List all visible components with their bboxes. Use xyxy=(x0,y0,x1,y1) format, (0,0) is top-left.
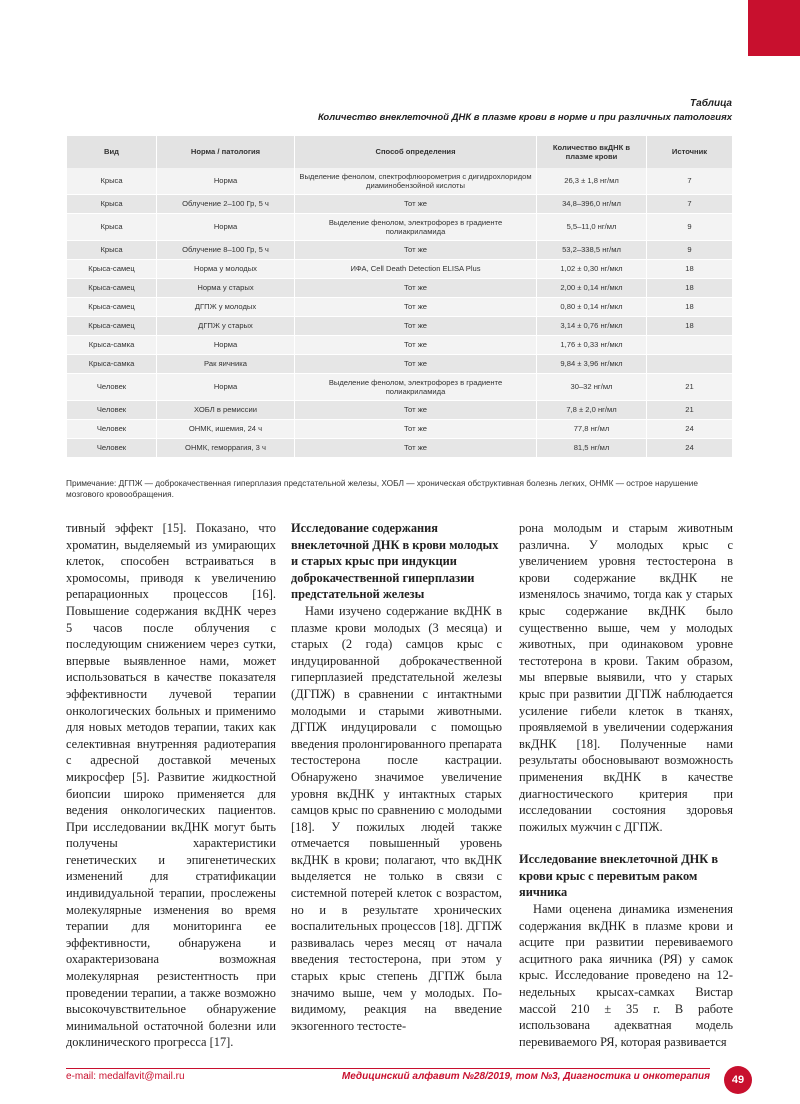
table-cell: Тот же xyxy=(294,420,536,439)
table-cell: Человек xyxy=(66,374,156,401)
table-cell: ХОБЛ в ремиссии xyxy=(156,401,294,420)
table-row xyxy=(66,260,732,279)
table-cell: Тот же xyxy=(294,336,536,355)
table-cell: 7 xyxy=(646,195,732,214)
table-cell: Норма xyxy=(156,336,294,355)
table-cell: Тот же xyxy=(294,195,536,214)
table-row xyxy=(66,298,732,317)
table-note: Примечание: ДГПЖ — доброкачественная гиперплазия предстательной железы, ХОБЛ — хроническая обструктивная болезнь легких, ОНМК — острое нарушение мозгового кровообращения. xyxy=(66,478,698,499)
table-cell: 9,84 ± 3,96 нг/мкл xyxy=(536,355,646,374)
table-cell: Выделение фенолом, электрофорез в градиенте полиакриламида xyxy=(294,214,536,241)
table-row xyxy=(66,336,732,355)
table-cell: Тот же xyxy=(294,317,536,336)
table-cell: 9 xyxy=(646,214,732,241)
table-row xyxy=(66,439,732,458)
table-cell: 5,5–11,0 нг/мл xyxy=(536,214,646,241)
footer-journal-title: Медицинский алфавит №28/2019, том №3, Диагностика и онкотерапия xyxy=(341,1071,710,1082)
text-column-1 xyxy=(66,520,276,1051)
table-cell: 2,00 ± 0,14 нг/мкл xyxy=(536,279,646,298)
table-cell: 30–32 нг/мл xyxy=(536,374,646,401)
table-cell: 18 xyxy=(646,260,732,279)
table-row xyxy=(66,214,732,241)
table-cell: Человек xyxy=(66,420,156,439)
table-cell: 7 xyxy=(646,168,732,195)
table-cell: Крыса-самец xyxy=(66,298,156,317)
table-cell: 1,76 ± 0,33 нг/мкл xyxy=(536,336,646,355)
column-header: Способ определения xyxy=(294,136,536,168)
table-row xyxy=(66,374,732,401)
table-row xyxy=(66,420,732,439)
table-row xyxy=(66,279,732,298)
table-cell: 0,80 ± 0,14 нг/мкл xyxy=(536,298,646,317)
table-row xyxy=(66,355,732,374)
footer-divider xyxy=(66,1068,710,1069)
text-column-2 xyxy=(291,520,502,1034)
section-heading: Исследование внеклеточной ДНК в крови крыс с перевитым раком яичника xyxy=(519,852,719,900)
page-number: 49 xyxy=(724,1066,752,1094)
table-row xyxy=(66,317,732,336)
table-cell: Облучение 8–100 Гр, 5 ч xyxy=(156,241,294,260)
table-cell: 7,8 ± 2,0 нг/мл xyxy=(536,401,646,420)
table-row xyxy=(66,195,732,214)
table-cell: 24 xyxy=(646,439,732,458)
table-cell: ДГПЖ у молодых xyxy=(156,298,294,317)
paragraph: рона молодым и старым животным различна. У молодых крыс с увеличением уровня тестостерона в крови содержание вкДНК не изменялось значимо, тогда как у старых крыс содержание вкДНК было существенно выше, чем у молодых животных, при одинаковом уровне тестотерона в крови. Таким образом, мы впервые выявили, что у старых крыс при развитии ДГПЖ наблюдается усиление гибели клеток в тканях, проявляемой в увеличении содержания вкДНК [18]. Полученные нами результаты обосновывают возможность применения вкДНК в качестве диагностического критерия при исследовании состояния здоровья пожилых мужчин с ДГПЖ. xyxy=(519,521,733,834)
table-cell: 9 xyxy=(646,241,732,260)
table-cell: 18 xyxy=(646,317,732,336)
table-cell: Крыса xyxy=(66,214,156,241)
table-cell: Тот же xyxy=(294,355,536,374)
table-cell: ОНМК, ишемия, 24 ч xyxy=(156,420,294,439)
table-cell: Тот же xyxy=(294,241,536,260)
table-cell: 81,5 нг/мл xyxy=(536,439,646,458)
table-cell: 24 xyxy=(646,420,732,439)
table-cell: 1,02 ± 0,30 нг/мкл xyxy=(536,260,646,279)
table-cell: Норма xyxy=(156,214,294,241)
table-cell: Тот же xyxy=(294,298,536,317)
table-cell xyxy=(646,336,732,355)
table-header-row xyxy=(66,136,732,168)
table-cell: ДГПЖ у старых xyxy=(156,317,294,336)
table-cell: 26,3 ± 1,8 нг/мл xyxy=(536,168,646,195)
data-table xyxy=(66,136,732,458)
text-column-3 xyxy=(519,520,733,1050)
table-cell: Выделение фенолом, спектрофлюорометрия с дигидрохлоридом диаминобензойной кислоты xyxy=(294,168,536,195)
table-cell: 3,14 ± 0,76 нг/мкл xyxy=(536,317,646,336)
table-cell: Выделение фенолом, электрофорез в градиенте полиакриламида xyxy=(294,374,536,401)
table-row xyxy=(66,241,732,260)
corner-accent-bar xyxy=(748,0,800,56)
table-cell: Норма у молодых xyxy=(156,260,294,279)
table-cell: 21 xyxy=(646,401,732,420)
section-heading: Исследование содержания внеклеточной ДНК в крови молодых и старых крыс при индукции доброкачественной гиперплазии предстательной железы xyxy=(291,521,499,602)
table-cell: Тот же xyxy=(294,439,536,458)
table-cell xyxy=(646,355,732,374)
table-cell: Крыса-самка xyxy=(66,355,156,374)
paragraph: тивный эффект [15]. Показано, что хроматин, выделяемый из умирающих клеток, способен встраиваться в хромосомы, приводя к увеличению репарационных процессов [16]. Повышение содержания вкДНК через 5 часов после облучения с последующим снижением через сутки, впервые выявленное нами, может использоваться в качестве показателя эффективности лучевой терапии онкологических больных и применимо для новых методов терапии, таких как селективная внутренняя радиотерапия с адресной доставкой меченых микросфер [5]. Развитие жидкостной биопсии широко применяется для ведения онкологических пациентов. При исследовании вкДНК могут быть получены характеристики генетических и эпигенетических изменений для стратификации индивидуальной терапии, прослежены молекулярные изменения во время терапии для мониторинга ее эффективности, обнаружена и охарактеризована возможная молекулярная резистентность при проведении терапии, а также возможно высокочувствительное обнаружение минимальной остаточной болезни или доклинического прогресса [17]. xyxy=(66,521,276,1050)
table-cell: Человек xyxy=(66,439,156,458)
table-row xyxy=(66,168,732,195)
table-cell: Облучение 2–100 Гр, 5 ч xyxy=(156,195,294,214)
paragraph: Нами оценена динамика изменения содержания вкДНК в плазме крови и асците при развитии перевиваемого асцитного рака яичника (РЯ) у самок крыс. Исследование проведено на 12-недельных крысах-самках Вистар массой 210 ± 35 г. В работе использована адекватная модель перевиваемого РЯ, которая развивается xyxy=(519,902,733,1049)
table-cell: Крыса-самка xyxy=(66,336,156,355)
table-cell: 34,8–396,0 нг/мл xyxy=(536,195,646,214)
table-cell: ОНМК, геморрагия, 3 ч xyxy=(156,439,294,458)
table-cell: Крыса xyxy=(66,241,156,260)
footer-email: e-mail: medalfavit@mail.ru xyxy=(66,1071,185,1082)
table-cell: Крыса xyxy=(66,195,156,214)
table-cell: Крыса-самец xyxy=(66,317,156,336)
column-header: Вид xyxy=(66,136,156,168)
table-caption-kind: Таблица xyxy=(690,98,732,109)
table-cell: Норма xyxy=(156,374,294,401)
table-cell: Человек xyxy=(66,401,156,420)
table-cell: Рак яичника xyxy=(156,355,294,374)
table-cell: Тот же xyxy=(294,279,536,298)
table-cell: Крыса-самец xyxy=(66,260,156,279)
column-header: Количество вкДНК в плазме крови xyxy=(536,136,646,168)
table-cell: 53,2–338,5 нг/мл xyxy=(536,241,646,260)
table-cell: 18 xyxy=(646,279,732,298)
table-cell: Крыса-самец xyxy=(66,279,156,298)
table-cell: Крыса xyxy=(66,168,156,195)
table-row xyxy=(66,401,732,420)
table-cell: 77,8 нг/мл xyxy=(536,420,646,439)
table-cell: Норма xyxy=(156,168,294,195)
paragraph: Нами изучено содержание вкДНК в плазме крови молодых (3 месяца) и старых (2 года) самцов крыс с индуцированной доброкачественной гиперплазией предстательной железы (ДГПЖ) в сравнении с интактными молодыми и старыми животными. ДГПЖ индуцировали с помощью введения пролонгированного препарата тестостерона после кастрации. Обнаружено значимое увеличение уровня вкДНК у интактных старых самцов крыс по сравнению с молодыми [18]. У пожилых людей также отмечается повышенный уровень вкДНК в крови; полагают, что вкДНК выделяется не только в связи с системной потерей клеток с возрастом, но и в результате хронических воспалительных процессов [18]. ДГПЖ развивалась через месяц от начала введения тестостерона, при этом у старых крыс степень ДГПЖ была значимо выше, чем у молодых. По-видимому, реакция на введение экзогенного тестосте- xyxy=(291,603,502,1033)
table-cell: Тот же xyxy=(294,401,536,420)
table-caption-title: Количество внеклеточной ДНК в плазме крови в норме и при различных патологиях xyxy=(317,112,732,123)
table-cell: 21 xyxy=(646,374,732,401)
table-cell: 18 xyxy=(646,298,732,317)
column-header: Источник xyxy=(646,136,732,168)
table-cell: ИФА, Cell Death Detection ELISA Plus xyxy=(294,260,536,279)
table-cell: Норма у старых xyxy=(156,279,294,298)
column-header: Норма / патология xyxy=(156,136,294,168)
